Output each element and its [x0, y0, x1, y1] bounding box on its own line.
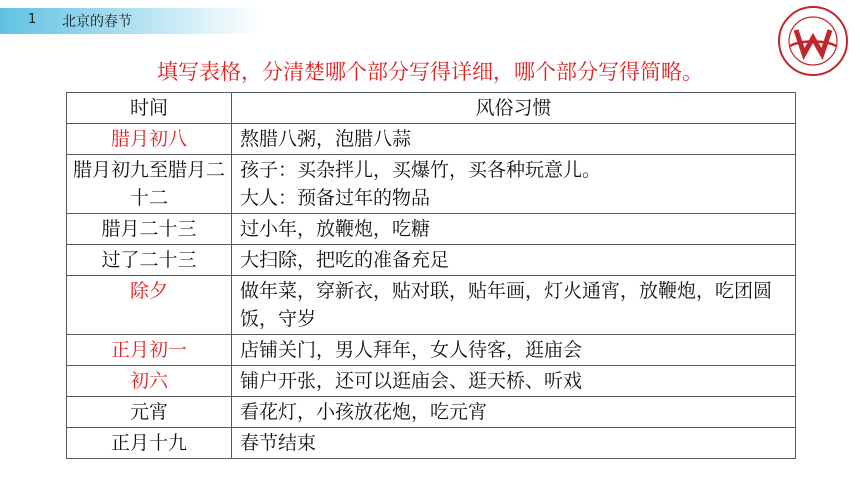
time-cell: 腊月初八 [67, 124, 232, 155]
table-row [67, 155, 796, 214]
custom-cell: 店铺关门，男人拜年，女人待客，逛庙会 [232, 335, 796, 366]
custom-cell: 孩子：买杂拌儿，买爆竹，买各种玩意儿。 大人：预备过年的物品 [232, 155, 796, 214]
time-cell: 正月十九 [67, 428, 232, 459]
table-row [67, 428, 796, 459]
custom-cell: 春节结束 [232, 428, 796, 459]
table-row [67, 366, 796, 397]
time-column-header: 时间 [67, 93, 232, 124]
lesson-number: 1 [28, 12, 37, 27]
table-row [67, 397, 796, 428]
time-cell: 过了二十三 [67, 245, 232, 276]
time-cell: 正月初一 [67, 335, 232, 366]
custom-cell: 大扫除，把吃的准备充足 [232, 245, 796, 276]
time-cell: 腊月初九至腊月二十二 [67, 155, 232, 214]
table-row [67, 245, 796, 276]
table-row [67, 335, 796, 366]
time-cell: 腊月二十三 [67, 214, 232, 245]
custom-cell: 过小年，放鞭炮，吃糖 [232, 214, 796, 245]
table-header-row [67, 93, 796, 124]
custom-cell: 铺户开张，还可以逛庙会、逛天桥、听戏 [232, 366, 796, 397]
custom-cell: 看花灯，小孩放花炮，吃元宵 [232, 397, 796, 428]
custom-cell: 熬腊八粥，泡腊八蒜 [232, 124, 796, 155]
custom-cell: 做年菜，穿新衣，贴对联，贴年画，灯火通宵，放鞭炮，吃团圆饭，守岁 [232, 276, 796, 335]
lesson-title: 北京的春节 [62, 14, 132, 30]
customs-table [66, 92, 796, 459]
time-cell: 元宵 [67, 397, 232, 428]
table-row [67, 276, 796, 335]
table-row [67, 214, 796, 245]
time-cell: 除夕 [67, 276, 232, 335]
table-row [67, 124, 796, 155]
custom-column-header: 风俗习惯 [232, 93, 796, 124]
instruction-text: 填写表格，分清楚哪个部分写得详细，哪个部分写得简略。 [157, 60, 703, 84]
time-cell: 初六 [67, 366, 232, 397]
